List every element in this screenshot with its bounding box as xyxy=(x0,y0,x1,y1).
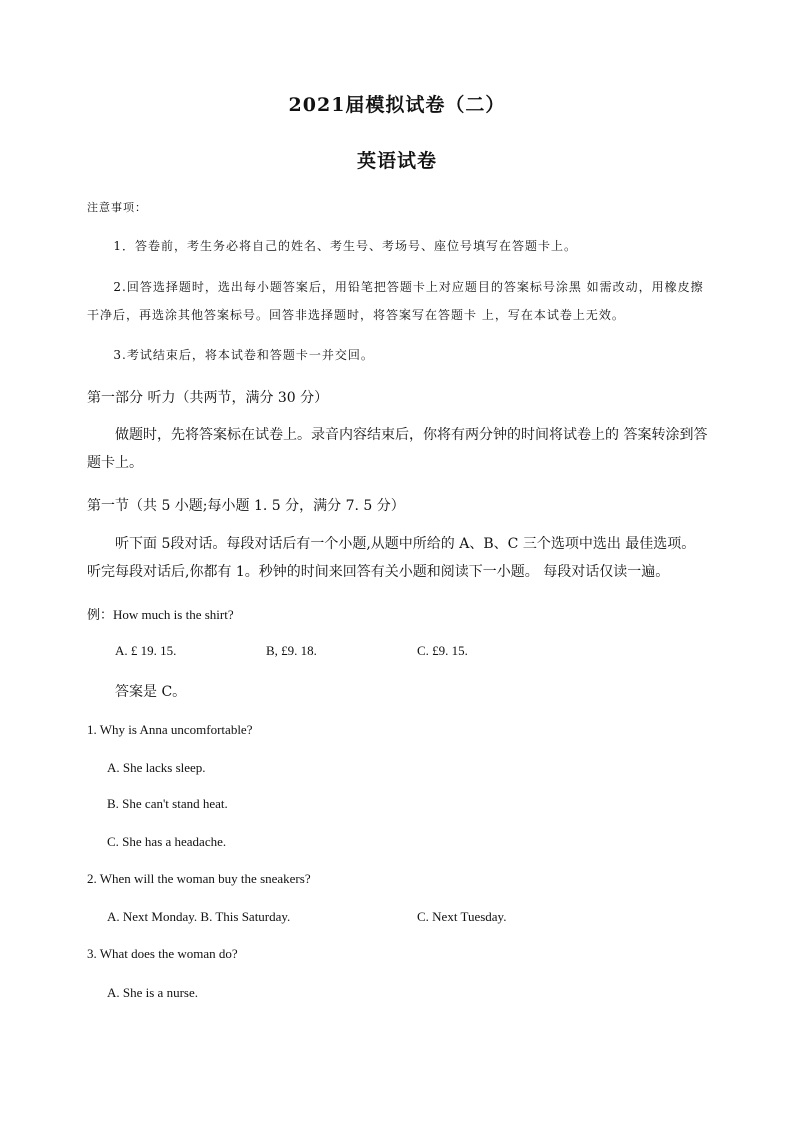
section1-heading: 第一节（共 5 小题;每小题 1. 5 分，满分 7. 5 分） xyxy=(87,498,405,514)
notice-item-1: 1．答卷前，考生务必将自己的姓名、考生号、考场号、座位号填写在答题卡上。 xyxy=(113,239,578,253)
example-option-c: C. £9. 15. xyxy=(417,643,468,658)
part1-instruction: 做题时，先将答案标在试卷上。录音内容结束后，你将有两分钟的时间将试卷上的 答案转涂到答题卡上。 xyxy=(87,427,708,471)
example-answer: 答案是 C。 xyxy=(115,684,187,700)
notice-item-2: 2.回答选择题时，选出每小题答案后，用铅笔把答题卡上对应题目的答案标号涂黑 如需改动，用橡皮擦干净后，再选涂其他答案标号。回答非选择题时，将答案写在答题卡 上，写在本试卷上无效。 xyxy=(87,280,704,322)
part1-heading: 第一部分 听力（共两节，满分 30 分） xyxy=(87,390,329,406)
question-2-options-ab: A. Next Monday. B. This Saturday. xyxy=(107,909,291,924)
question-3-option-a: A. She is a nurse. xyxy=(107,985,198,1000)
example-question: 例：How much is the shirt? xyxy=(87,607,234,622)
question-2-stem: 2. When will the woman buy the sneakers? xyxy=(87,871,311,886)
question-1-option-c: C. She has a headache. xyxy=(107,834,227,849)
example-option-b: B, £9. 18. xyxy=(266,643,317,658)
question-2-option-c: C. Next Tuesday. xyxy=(417,909,507,924)
question-1-option-a: A. She lacks sleep. xyxy=(107,760,206,775)
question-1-stem: 1. Why is Anna uncomfortable? xyxy=(87,722,253,737)
question-1-option-b: B. She can't stand heat. xyxy=(107,796,228,811)
notice-item-3: 3.考试结束后，将本试卷和答题卡一并交回。 xyxy=(113,348,374,362)
exam-title: 2021届模拟试卷（二） xyxy=(288,94,506,116)
notice-heading: 注意事项： xyxy=(87,201,147,214)
question-3-stem: 3. What does the woman do? xyxy=(87,946,238,961)
exam-subtitle: 英语试卷 xyxy=(356,150,437,172)
example-option-a: A. £ 19. 15. xyxy=(115,643,177,658)
section1-instruction: 听下面 5段对话。每段对话后有一个小题,从题中所给的 A、B、C 三个选项中选出 最佳选项。听完每段对话后,你都有 1。秒钟的时间来回答有关小题和阅读下一小题。 每段对话仅读一遍。 xyxy=(87,536,696,580)
